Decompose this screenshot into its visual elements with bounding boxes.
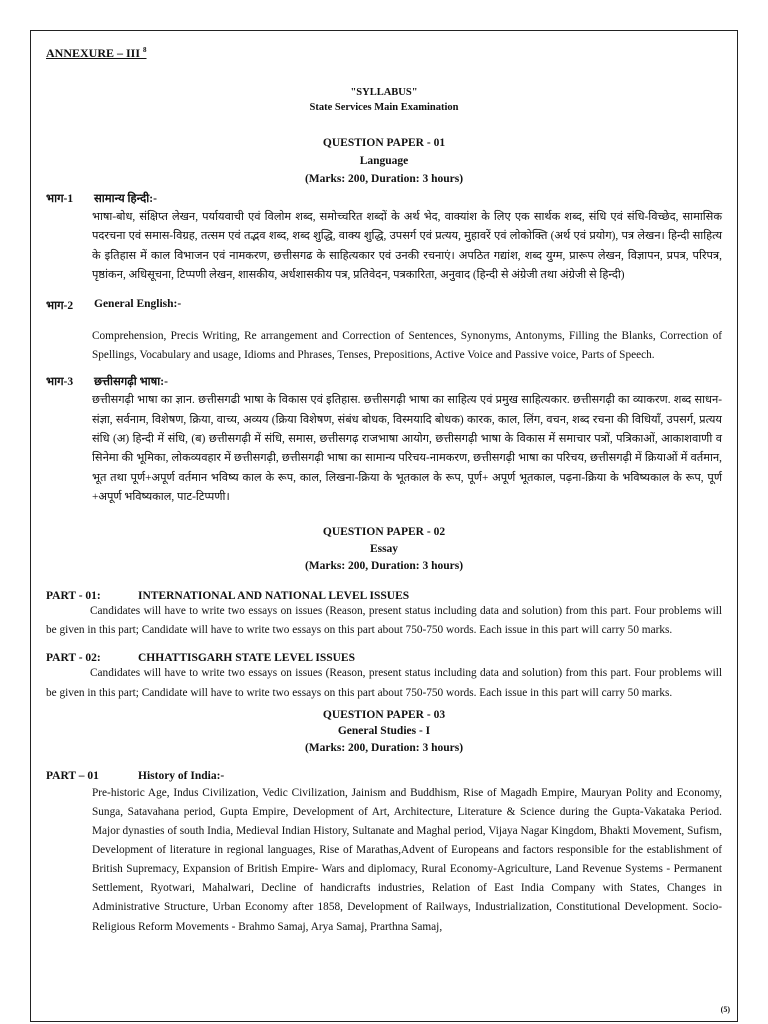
paper2-part1-body: Candidates will have to write two essays on issues (Reason, present status including data and solution) from this part. Four problems will be given in this part; Candidate will have to write two essays on this part about 750-750 words. Each issue in this part will carry 50 marks. xyxy=(46,604,722,636)
paper3-subject: General Studies - I xyxy=(337,724,431,737)
paper1-subject: Language xyxy=(359,155,409,167)
paper2-part1-number: PART - 01: xyxy=(46,589,101,602)
paper3-marks: (Marks: 200, Duration: 3 hours) xyxy=(304,741,464,754)
bhag2-heading xyxy=(46,298,722,313)
paper2-part2-body: Candidates will have to write two essays on issues (Reason, present status including data and solution) from this part. Four problems will be given in this part; Candidate will have to write two essays on this part about 750-750 words. Each issue in this part will carry 50 marks. xyxy=(46,667,722,699)
paper2-marks: (Marks: 200, Duration: 3 hours) xyxy=(304,559,464,572)
paper2-part1-heading xyxy=(46,590,722,602)
annexure-heading xyxy=(46,46,722,61)
paper2-part1-title: INTERNATIONAL AND NATIONAL LEVEL ISSUES xyxy=(138,589,410,602)
bhag2-number: भाग-2 xyxy=(46,299,74,312)
paper2-subject: Essay xyxy=(369,542,399,555)
paper3-part1-heading xyxy=(46,770,722,782)
paper2-part2-number: PART - 02: xyxy=(46,652,101,665)
bhag3-title: छत्तीसगढ़ी भाषा:- xyxy=(94,376,168,389)
paper1-marks: (Marks: 200, Duration: 3 hours) xyxy=(304,173,464,185)
paper3-part1-body: Pre-historic Age, Indus Civilization, Vedic Civilization, Jainism and Buddhism, Rise of Magadh Empire, Mauryan Polity and Economy, Sunga, Satavahana period, Gupta Empire, Development of Art, Architecture, Literature & Science during the Gupta-Vakataka Period. Major dynasties of south India, Medieval Indian History, Sultanate and Maghal period, Vijaya Nagar Kingdom, Bhakti Movement, Sufism, Development of literature in regional languages, Rise of Marathas,Advent of Europeans and factors responsible for the establishment of British Supremacy, Expansion of British Empire- Wars and diplomacy, Rural Economy-Agriculture, Land Revenue Systems - Permanent Settlement, Ryotwari, Mahalwari, Decline of handicrafts industries, Relation of East India Company with States, Changes in Administrative Structure, Urban Economy after 1858, Development of Railways, Industrialization, Constitutional Development. Socio-Religious Reform Movements - Brahmo Samaj, Arya Samaj, Prarthna Samaj, xyxy=(92,786,722,933)
bhag3-heading xyxy=(46,374,722,389)
paper1-title: QUESTION PAPER - 01 xyxy=(322,137,446,149)
paper3-part1-title: History of India:- xyxy=(138,769,225,782)
exam-title: State Services Main Examination xyxy=(309,102,459,113)
bhag3-number: भाग-3 xyxy=(46,376,74,389)
annexure-title: ANNEXURE – III xyxy=(46,46,141,60)
paper2-part2-title: CHHATTISGARH STATE LEVEL ISSUES xyxy=(138,652,355,665)
bhag2-title: General English:- xyxy=(94,297,182,310)
bhag3-body: छत्तीसगढ़ी भाषा का ज्ञान. छत्तीसगढी भाषा के विकास एवं इतिहास. छत्तीसगढ़ी भाषा का साहित्य एवं प्रमुख साहित्यकार. छत्तीसगढ़ी का व्याकरण. शब्द साधन-संज्ञा, सर्वनाम, विशेषण, क्रिया, वाच्य, अव्यय (क्रिया विशेषण, संबंध बोधक, विस्मयादि बोधक) कारक, काल, लिंग, वचन, शब्द रचना की विधियाँ, उपसर्ग, प्रत्यय संधि (अ) हिन्दी में संधि, (ब) छत्तीसगढ़ी में संधि, समास, छत्तीसगढ़ राजभाषा आयोग, छत्तीसगढ़ी भाषा के विकास में समाचार पत्रों, पत्रिकाओं, आकाशवाणी व सिनेमा की भूमिका, लोकव्यवहार में छत्तीसगढ़ी, छत्तीसगढ़ी भाषा का सामान्य परिचय-नामकरण, छत्तीसगढ़ी भाषा का परिचय, छत्तीसगढ़ी में क्रियाओं में वर्तमान, भूत तथा पूर्ण+अपूर्ण वर्तमान भविष्य काल के रूप, काल, लिखना-क्रिया के भूतकाल के रूप, पूर्ण+ अपूर्ण भूतकाल, पढ़ना-क्रिया के भविष्यकाल के रूप, पूर्ण +अपूर्ण भविष्यकाल, पाट-टिप्पणी। xyxy=(92,394,722,504)
annexure-mark: 8 xyxy=(143,46,147,54)
paper2-title: QUESTION PAPER - 02 xyxy=(322,525,446,538)
page-number: (5) xyxy=(720,1005,730,1014)
paper3-title: QUESTION PAPER - 03 xyxy=(322,708,446,721)
bhag1-title: सामान्य हिन्दी:- xyxy=(94,193,157,205)
paper2-part2-heading xyxy=(46,652,722,664)
bhag2-body: Comprehension, Precis Writing, Re arrangement and Correction of Sentences, Synonyms, Antonyms, Filling the Blanks, Correction of Spellings, Vocabulary and usage, Idioms and Phrases, Tenses, Prepositions, Active Voice and Passive voice, Parts of Speech. xyxy=(92,329,722,362)
bhag1-body: भाषा-बोध, संक्षिप्त लेखन, पर्यायवाची एवं विलोम शब्द, समोच्चरित शब्दों के अर्थ भेद, वाक्यांश के लिए एक सार्थक शब्द, संधि एवं संधि-विच्छेद, सामासिक पदरचना एवं समास-विग्रह, तत्सम एवं तद्भव शब्द, शब्द शुद्धि, वाक्य शुद्धि, उपसर्ग एवं प्रत्यय, मुहावरें एवं लोकोक्ति (अर्थ एवं प्रयोग), पत्र लेखन। हिन्दी साहित्य के इतिहास में काल विभाजन एवं नामकरण, छत्तीसगढ के साहित्यकार एवं उनकी रचनाएं। अपठित गद्यांश, शब्द युग्म, प्रारूप लेखन, विज्ञापन, प्रपत्र, परिपत्र, पृष्ठांकन, अधिसूचना, टिप्पणी लेखन, शासकीय, अर्धशासकीय पत्र, प्रतिवेदन, पत्रकारिता, अनुवाद (हिन्दी से अंग्रेजी तथा अंग्रेजी से हिन्दी) xyxy=(92,211,722,282)
syllabus-title: "SYLLABUS" xyxy=(350,87,418,98)
document-page xyxy=(46,40,722,937)
paper3-part1-number: PART – 01 xyxy=(46,769,99,782)
bhag1-heading xyxy=(46,191,722,206)
bhag1-number: भाग-1 xyxy=(46,193,74,205)
